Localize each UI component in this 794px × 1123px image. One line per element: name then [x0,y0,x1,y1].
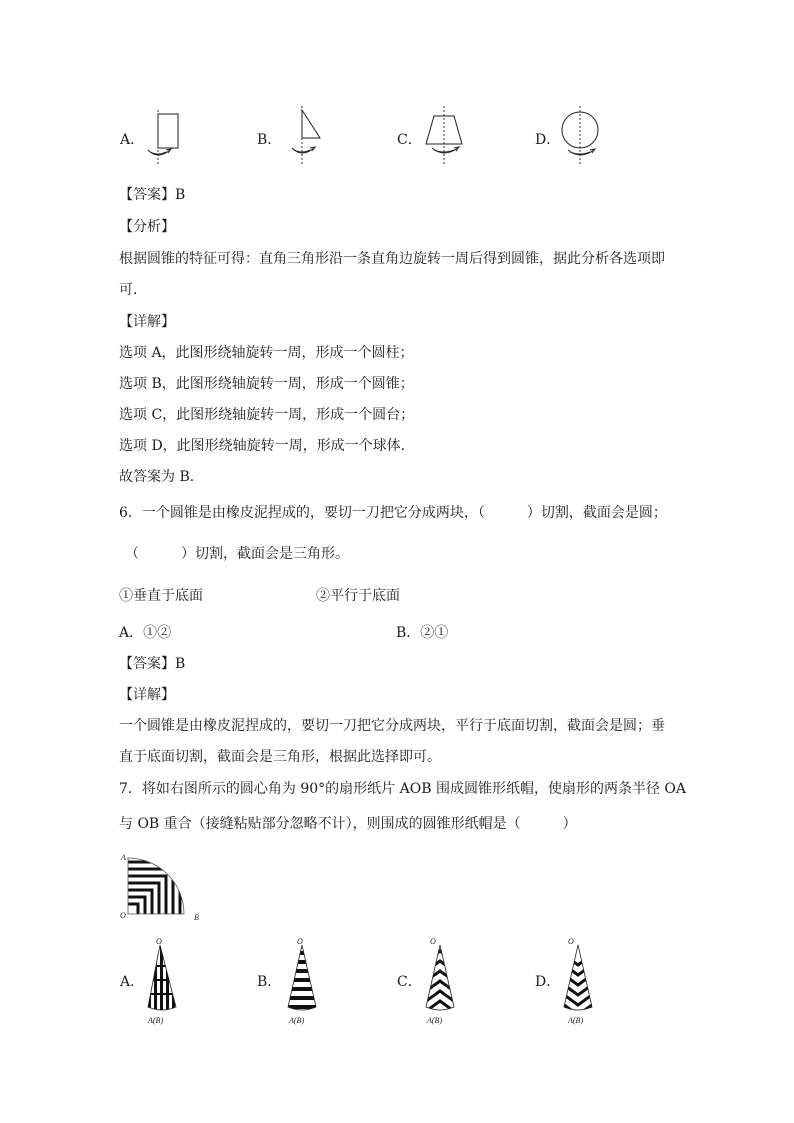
q7-cone-b-base: A(B) [289,1016,305,1025]
q7-cone-d-base: A(B) [568,1016,584,1025]
q7-sector-label-b: B [194,913,199,922]
q6-detail-line1: 一个圆锥是由橡皮泥捏成的，要切一刀把它分成两块，平行于底面切割，截面会是圆；垂 [119,718,665,734]
q7-cone-a-apex: O [156,937,162,946]
q5-figure-trapezoid [418,106,478,168]
q6-option-b[interactable]: B．②① [396,625,449,641]
q5-figure-triangle [282,106,332,168]
q7-cone-d-apex: O [568,937,574,946]
q7-cone-c [418,935,468,1027]
q7-option-a-label[interactable]: A． [120,974,145,990]
q6-stem-line1: 6．一个圆锥是由橡皮泥捏成的，要切一刀把它分成两块，（ ）切割，截面会是圆； [119,505,667,521]
q5-detail-line: 选项 A，此图形绕轴旋转一周，形成一个圆柱； [119,345,414,361]
q5-analysis-heading: 【分析】 [119,219,175,235]
q5-detail-line: 选项 B，此图形绕轴旋转一周，形成一个圆锥； [119,376,414,392]
q5-detail-line: 选项 D，此图形绕轴旋转一周，形成一个球体. [119,438,406,454]
q7-sector-label-o: O [120,911,126,920]
q7-cone-d [556,935,606,1027]
q7-cone-a-base: A(B) [148,1016,164,1025]
q5-option-d-label[interactable]: D． [535,132,561,148]
q6-detail-line2: 直于底面切割，截面会是三角形，根据此选择即可。 [119,749,441,765]
q5-detail-heading: 【详解】 [119,314,175,330]
q6-option-a[interactable]: A．①② [119,625,172,641]
q5-detail-line: 故答案为 B. [119,469,195,485]
q7-option-d-label[interactable]: D． [535,974,561,990]
q6-choice2: ②平行于底面 [316,588,400,604]
q7-cone-c-apex: O [430,937,436,946]
q7-cone-a [140,935,190,1027]
q5-figure-rectangle [140,108,190,168]
q7-cone-b-apex: O [297,937,303,946]
q5-analysis-line1: 根据圆锥的特征可得：直角三角形沿一条直角边旋转一周后得到圆锥，据此分析各选项即 [119,251,665,267]
q7-stem-line1: 7．将如右图所示的圆心角为 90°的扇形纸片 AOB 围成圆锥形纸帽，使扇形的两条半径 OA [119,781,686,797]
q5-option-c-label[interactable]: C． [397,132,422,148]
q6-answer: 【答案】B [119,656,186,672]
q5-option-b-label[interactable]: B． [257,132,282,148]
q5-analysis-line2: 可. [119,282,138,298]
q7-sector-label-a: A [121,853,126,862]
q6-choice1: ①垂直于底面 [119,588,203,604]
q5-figure-circle [556,106,612,168]
q7-cone-b [280,935,330,1027]
q6-detail-heading: 【详解】 [119,687,175,703]
q5-detail-line: 选项 C，此图形绕轴旋转一周，形成一个圆台； [119,407,415,423]
q7-sector-figure [118,850,208,922]
q7-option-b-label[interactable]: B． [257,974,282,990]
q5-option-a-label[interactable]: A． [120,132,145,148]
q7-stem-line2: 与 OB 重合（接缝粘贴部分忽略不计），则围成的圆锥形纸帽是（ ） [119,816,577,832]
q5-answer: 【答案】B [119,187,186,203]
q6-stem-line2: （ ）切割，截面会是三角形。 [125,546,349,562]
q7-option-c-label[interactable]: C． [397,974,422,990]
q7-cone-c-base: A(B) [427,1016,443,1025]
